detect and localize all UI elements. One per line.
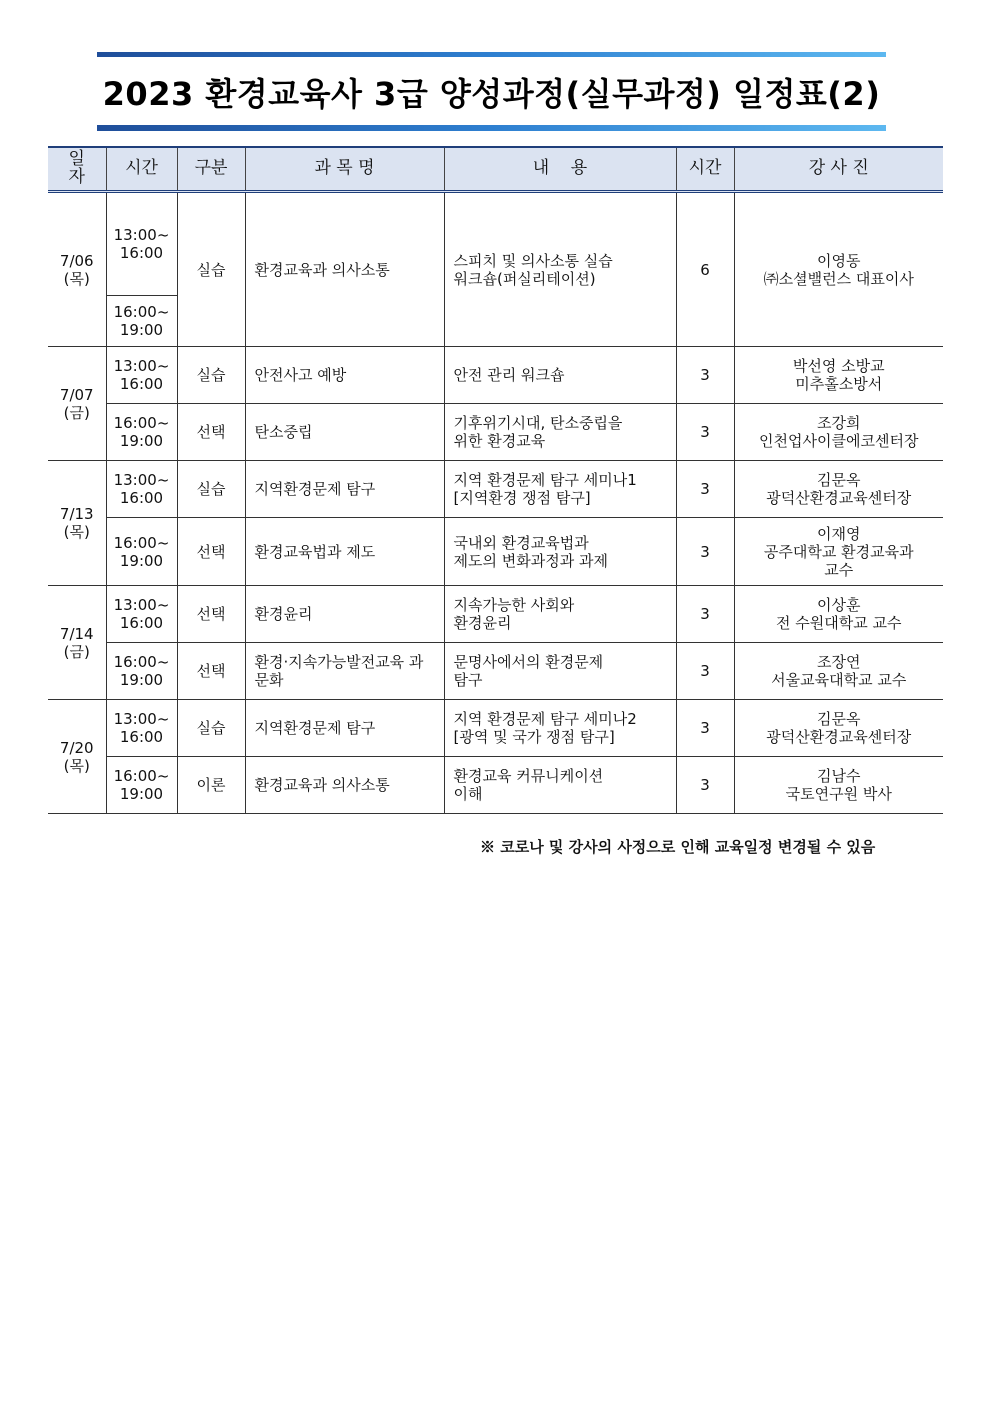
- table-row: [48, 518, 943, 586]
- type-cell: 선택: [177, 404, 245, 461]
- lecturer-cell: 조강희 인천업사이클에코센터장: [734, 404, 943, 461]
- table-row: [48, 757, 943, 814]
- time-cell: 13:00~ 16:00: [106, 461, 177, 518]
- hours-cell: 3: [676, 586, 734, 643]
- title-top-rule: [97, 52, 886, 57]
- time-cell: 16:00~ 19:00: [106, 404, 177, 461]
- content-cell: 환경교육 커뮤니케이션 이해: [444, 757, 676, 814]
- date-cell: 7/13 (목): [48, 461, 106, 586]
- subject-cell: 환경윤리: [245, 586, 444, 643]
- header-subject: 과 목 명: [245, 147, 444, 192]
- footnote: ※ 코로나 및 강사의 사정으로 인해 교육일정 변경될 수 있음: [480, 838, 876, 856]
- time-cell: 16:00~ 19:00: [106, 643, 177, 700]
- hours-cell: 6: [676, 192, 734, 347]
- type-cell: 선택: [177, 518, 245, 586]
- date-cell: 7/14 (금): [48, 586, 106, 700]
- content-cell: 지역 환경문제 탐구 세미나2 [광역 및 국가 쟁점 탐구]: [444, 700, 676, 757]
- hours-cell: 3: [676, 461, 734, 518]
- date-cell: 7/06 (목): [48, 192, 106, 347]
- subject-cell: 환경교육법과 제도: [245, 518, 444, 586]
- time-cell: 13:00~ 16:00: [106, 192, 177, 296]
- type-cell: 실습: [177, 347, 245, 404]
- date-cell: 7/07 (금): [48, 347, 106, 461]
- time-cell: 13:00~ 16:00: [106, 586, 177, 643]
- time-cell: 16:00~ 19:00: [106, 518, 177, 586]
- header-hours: 시간: [676, 147, 734, 192]
- lecturer-cell: 이상훈 전 수원대학교 교수: [734, 586, 943, 643]
- subject-cell: 환경교육과 의사소통: [245, 757, 444, 814]
- lecturer-cell: 이재영 공주대학교 환경교육과 교수: [734, 518, 943, 586]
- content-cell: 국내외 환경교육법과 제도의 변화과정과 과제: [444, 518, 676, 586]
- title-banner: [97, 52, 886, 131]
- type-cell: 이론: [177, 757, 245, 814]
- time-cell: 16:00~ 19:00: [106, 296, 177, 347]
- time-cell: 13:00~ 16:00: [106, 700, 177, 757]
- table-row: [48, 461, 943, 518]
- type-cell: 선택: [177, 643, 245, 700]
- hours-cell: 3: [676, 700, 734, 757]
- table-row: [48, 700, 943, 757]
- lecturer-cell: 조장연 서울교육대학교 교수: [734, 643, 943, 700]
- content-cell: 스피치 및 의사소통 실습 워크숍(퍼실리테이션): [444, 192, 676, 347]
- hours-cell: 3: [676, 347, 734, 404]
- lecturer-cell: 김문옥 광덕산환경교육센터장: [734, 700, 943, 757]
- content-cell: 지속가능한 사회와 환경윤리: [444, 586, 676, 643]
- time-cell: 16:00~ 19:00: [106, 757, 177, 814]
- lecturer-cell: 김문옥 광덕산환경교육센터장: [734, 461, 943, 518]
- table-row: [48, 192, 943, 296]
- subject-cell: 지역환경문제 탐구: [245, 461, 444, 518]
- type-cell: 선택: [177, 586, 245, 643]
- subject-cell: 지역환경문제 탐구: [245, 700, 444, 757]
- lecturer-cell: 김남수 국토연구원 박사: [734, 757, 943, 814]
- subject-cell: 안전사고 예방: [245, 347, 444, 404]
- header-date: 일 자: [48, 147, 106, 192]
- header-time: 시간: [106, 147, 177, 192]
- content-cell: 지역 환경문제 탐구 세미나1 [지역환경 쟁점 탐구]: [444, 461, 676, 518]
- table-row: [48, 586, 943, 643]
- type-cell: 실습: [177, 700, 245, 757]
- subject-cell: 탄소중립: [245, 404, 444, 461]
- table-row: [48, 643, 943, 700]
- page-title: 2023 환경교육사 3급 양성과정(실무과정) 일정표(2): [102, 75, 881, 113]
- hours-cell: 3: [676, 518, 734, 586]
- title-bottom-rule: [97, 125, 886, 131]
- time-cell: 13:00~ 16:00: [106, 347, 177, 404]
- hours-cell: 3: [676, 643, 734, 700]
- content-cell: 기후위기시대, 탄소중립을 위한 환경교육: [444, 404, 676, 461]
- header-row: [48, 147, 943, 192]
- hours-cell: 3: [676, 404, 734, 461]
- content-cell: 안전 관리 워크숍: [444, 347, 676, 404]
- lecturer-cell: 이영동 ㈜소셜밸런스 대표이사: [734, 192, 943, 347]
- type-cell: 실습: [177, 461, 245, 518]
- lecturer-cell: 박선영 소방교 미추홀소방서: [734, 347, 943, 404]
- schedule-table: [48, 146, 943, 814]
- subject-cell: 환경·지속가능발전교육 과 문화: [245, 643, 444, 700]
- header-lecturer: 강 사 진: [734, 147, 943, 192]
- table-row: [48, 347, 943, 404]
- type-cell: 실습: [177, 192, 245, 347]
- header-type: 구분: [177, 147, 245, 192]
- date-cell: 7/20 (목): [48, 700, 106, 814]
- content-cell: 문명사에서의 환경문제 탐구: [444, 643, 676, 700]
- hours-cell: 3: [676, 757, 734, 814]
- header-content: 내 용: [444, 147, 676, 192]
- subject-cell: 환경교육과 의사소통: [245, 192, 444, 347]
- table-row: [48, 404, 943, 461]
